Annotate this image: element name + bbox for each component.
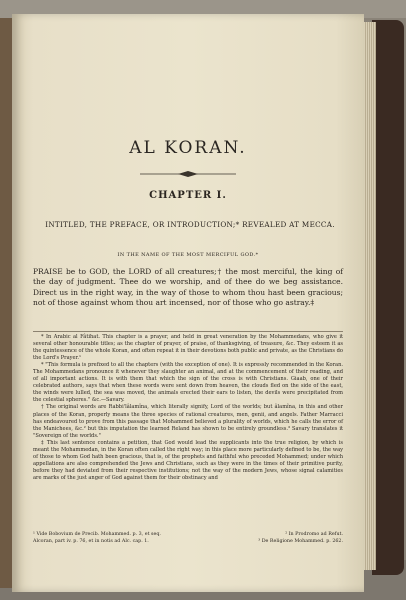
bismillah-line: IN THE NAME OF THE MOST MERCIFUL GOD.* xyxy=(117,252,259,258)
main-text xyxy=(33,267,343,309)
footnote-divider xyxy=(33,331,343,332)
footnotes xyxy=(33,334,343,482)
chapter-inscription: INTITLED, THE PREFACE, OR INTRODUCTION;* REVEALED AT MECCA. xyxy=(45,220,335,229)
footnote: † The original words are Rabbi'lâlamîna, which literally signify, Lord of the worlds; but âlamîna, in this and other places of the Koran, properly means the three species of rational creatures, men, genii, and angels. Father Marracci has endeavoured to prove from this passage that Mohammed believed a plurality of worlds, which he calls the error of the Manichees, &c.² but this imputation the learned Reland has shown to be entirely groundless.³ Savary translates it "Sovereign of the worlds." xyxy=(33,404,343,439)
reference-note: ¹ Vide Bobovium de Precib. Mohammed. p. 3, et seq. xyxy=(33,532,161,537)
body-paragraph: PRAISE be to GOD, the LORD of all creatures;† the most merciful, the king of the day of judgment. Thee do we worship, and of thee do we beg assistance. Direct us in the right way, in the way of those to whom thou hast been gracious; not of those against whom thou art incensed, nor of those who go astray.‡ xyxy=(33,267,343,308)
footnote: * In Arabic al Fâtihat. This chapter is a prayer, and held in great veneration by the Mohammedans, who give it several other honourable titles; as the chapter of prayer, of praise, of thanksgiving, of treasure, &c. They esteem it as the quintessence of the whole Koran, and often repeat it in their devotions both public and private, as the Christians do the Lord's Prayer.¹ xyxy=(33,334,343,362)
ornament-rule xyxy=(138,170,238,178)
reference-notes xyxy=(33,532,343,545)
page-title: AL KORAN. xyxy=(129,138,247,158)
footnote: ‡ This last sentence contains a petition, that God would lead the supplicants into the true religion, by which is meant the Mohammedan, in the Koran often called the right way; in this place more particularly defined to be, the way of those to whom God hath been gracious, that is, of the prophets and faithful who preceded Mohammed; under which appellations are also comprehended the Jews and Christians, such as they were in the times of their primitive purity, before they had deviated from their respective institutions; not the way of the modern Jews, whose signal calamities are marks of the just anger of God against them for their obstinacy and xyxy=(33,439,343,481)
reference-note: ² In Prodromo ad Refut. xyxy=(285,532,343,537)
book-cover xyxy=(372,20,404,575)
footnote: * "This formula is prefixed to all the chapters (with the exception of one). It is expressly recommended in the Koran. The Mohammedans pronounce it whenever they slaughter an animal, and at the commencement of their reading, and of all important actions. It is with them that which the sign of the cross is with Christians. Giaab, one of their celebrated authors, says that when these words were sent down from heaven, the clouds fled on the side of the east, the winds were lulled, the sea was moved, the animals erected their ears to listen, the devils were precipitated from the celestial spheres." &c.—Savary. xyxy=(33,362,343,404)
reference-note: ³ De Religione Mohammed. p. 262. xyxy=(258,538,343,544)
book-page xyxy=(12,14,364,592)
chapter-heading: CHAPTER I. xyxy=(149,190,227,201)
page-edges xyxy=(362,22,376,570)
reference-note: Alcoran, part iv. p. 76, et in notis ad Alc. cap. 1. xyxy=(33,538,149,544)
